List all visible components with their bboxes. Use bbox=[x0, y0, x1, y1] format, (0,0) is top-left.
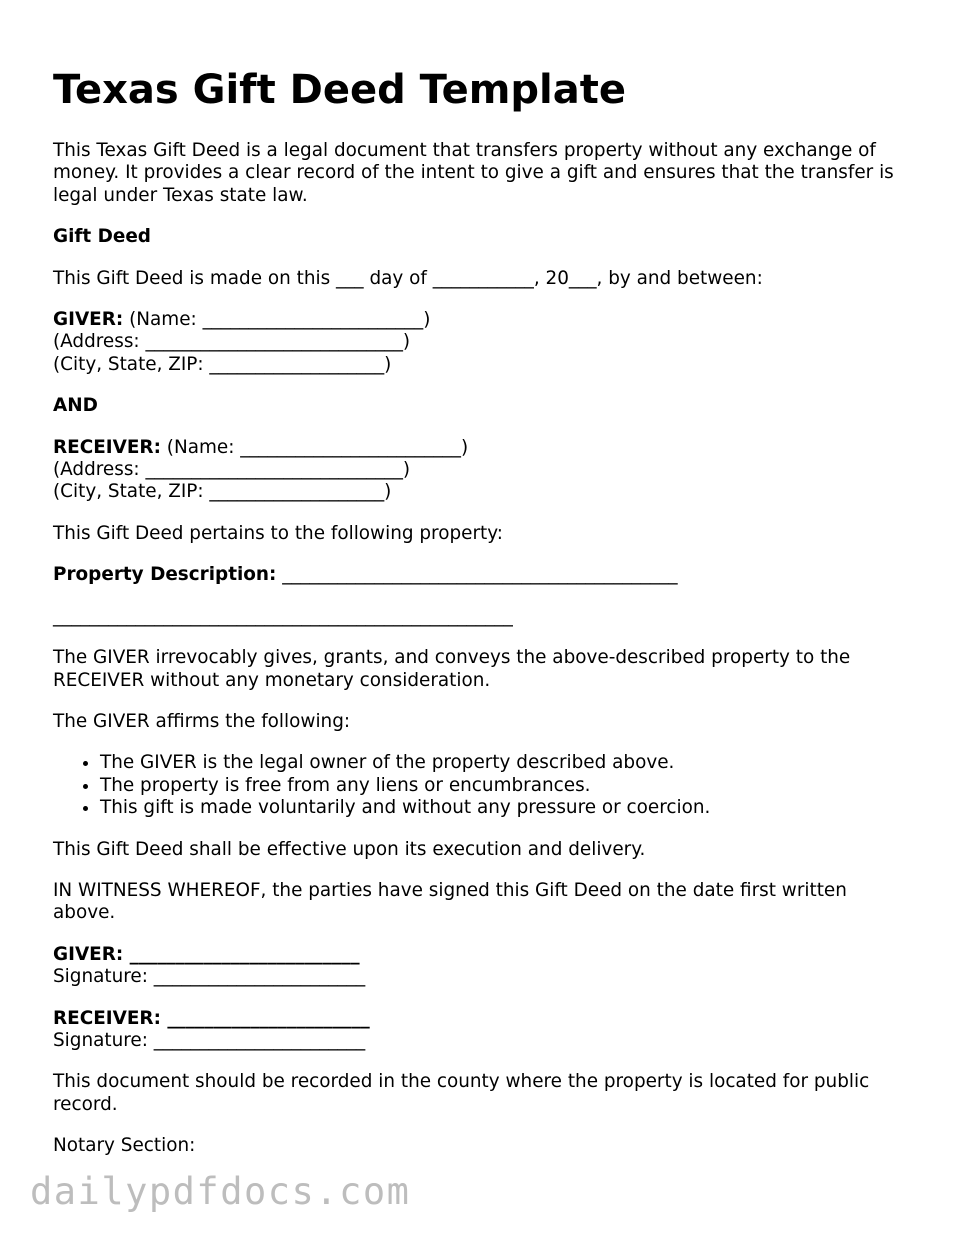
giver-signature-field: Signature: _______________________ bbox=[53, 966, 366, 988]
conveys-paragraph: The GIVER irrevocably gives, grants, and conveys the above-described property to the RECEIVER without any monetary consideration. bbox=[53, 647, 851, 691]
giver-sign-label: GIVER: _________________________ bbox=[53, 943, 360, 965]
receiver-address-field: (Address: ____________________________) bbox=[53, 459, 411, 481]
effective-line: This Gift Deed shall be effective upon its execution and delivery. bbox=[53, 838, 646, 860]
giver-name-row bbox=[53, 309, 903, 331]
receiver-city-field: (City, State, ZIP: ___________________) bbox=[53, 481, 392, 503]
property-description-row bbox=[53, 564, 903, 586]
affirms-line: The GIVER affirms the following: bbox=[53, 710, 351, 732]
document-page bbox=[53, 64, 903, 1177]
section-heading: Gift Deed bbox=[53, 226, 151, 248]
receiver-signature-block bbox=[53, 1008, 903, 1053]
giver-label: GIVER: bbox=[53, 309, 124, 331]
property-description-field: ___________________________________________ bbox=[276, 564, 678, 586]
giver-city-field: (City, State, ZIP: ___________________) bbox=[53, 353, 392, 375]
giver-signature-block bbox=[53, 944, 903, 989]
receiver-signature-field: Signature: _______________________ bbox=[53, 1029, 366, 1051]
and-label: AND bbox=[53, 395, 98, 417]
property-description-label: Property Description: bbox=[53, 564, 277, 586]
giver-block bbox=[53, 309, 903, 376]
giver-name-field: (Name: ________________________) bbox=[123, 309, 431, 331]
list-item: • This gift is made voluntarily and without any pressure or coercion. bbox=[100, 797, 903, 819]
receiver-sign-label: RECEIVER: ______________________ bbox=[53, 1007, 370, 1029]
intro-paragraph: This Texas Gift Deed is a legal document that transfers property without any exchange of money. It provides a clear record of the intent to give a gift and ensures that the transfer is legal under Texas state law. bbox=[53, 140, 894, 206]
made-on-line: This Gift Deed is made on this ___ day of ___________, 20___, by and between: bbox=[53, 267, 763, 289]
receiver-name-field: (Name: ________________________) bbox=[160, 436, 469, 458]
receiver-label: RECEIVER: bbox=[53, 436, 161, 458]
property-description-field-2: __________________________________________________ bbox=[53, 605, 513, 627]
witness-paragraph: IN WITNESS WHEREOF, the parties have signed this Gift Deed on the date first written above. bbox=[53, 879, 847, 924]
giver-address-field: (Address: ____________________________) bbox=[53, 331, 411, 353]
document-title: Texas Gift Deed Template bbox=[53, 67, 627, 113]
affirmations-list bbox=[53, 752, 903, 819]
list-item: • The GIVER is the legal owner of the property described above. bbox=[100, 752, 903, 774]
pertains-line: This Gift Deed pertains to the following property: bbox=[53, 522, 503, 544]
receiver-block bbox=[53, 437, 903, 504]
receiver-name-row bbox=[53, 437, 903, 459]
recorded-paragraph: This document should be recorded in the county where the property is located for public record. bbox=[53, 1071, 870, 1115]
list-item: • The property is free from any liens or encumbrances. bbox=[100, 775, 903, 797]
watermark: dailypdfdocs.com bbox=[30, 1170, 411, 1213]
notary-section-label: Notary Section: bbox=[53, 1135, 196, 1157]
